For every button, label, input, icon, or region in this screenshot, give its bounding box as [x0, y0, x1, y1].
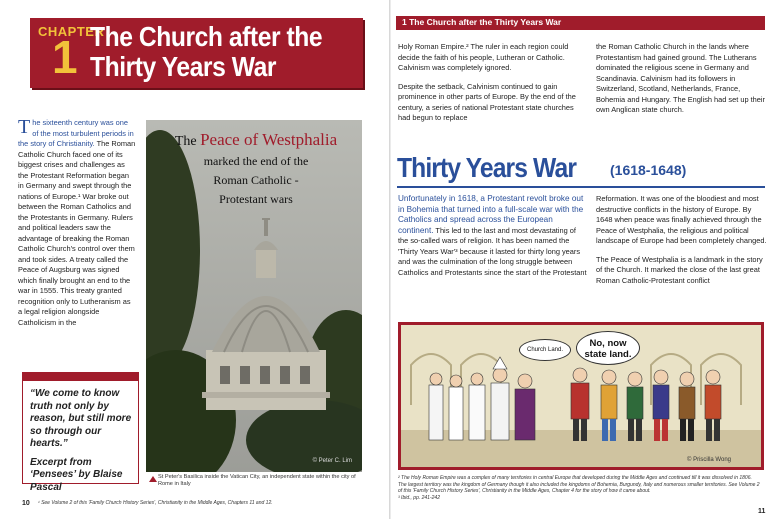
drop-cap: T [18, 116, 31, 138]
page-number-right: 11 [758, 508, 766, 515]
pascal-quote [30, 388, 135, 494]
col1-paragraph-1: Holy Roman Empire.² The ruler in each region could decide the faith of his people, Lutheran or Catholic. Calvinism was completely ignored. [398, 42, 569, 72]
section-rule [397, 186, 765, 188]
running-head-title: The Church after the Thirty Years War [409, 17, 562, 27]
quote-highlight: Peace of Westphalia [200, 130, 338, 149]
col4-paragraph-2: The Peace of Westphalia is a landmark in the story of the Church. It marked the close of the last great Roman Catholic-Protestant conflict [596, 254, 763, 285]
caption-triangle-icon [149, 476, 157, 482]
chapter-label: CHAPTER [38, 24, 105, 39]
quote-line2: marked the end of the [203, 154, 309, 168]
page-number-left: 10 [22, 500, 30, 507]
col3-lead: Unfortunately in 1618, a Protestant revolt broke out in Bohemia that turned into a full-scale war with the Catholics and spread across the European continent. [398, 194, 584, 235]
photo-quote [146, 120, 362, 207]
col3-body: This led to the last and most devastating of the so-called wars of religion. It has been named the 'Thirty Years War'³ because it lasted for thirty long years and was the culmination of the long struggle between Catholics and Protestants since the start of the Protestant [398, 225, 587, 277]
running-head-number: 1 [402, 17, 407, 27]
bubble-line2: state land. [584, 349, 632, 360]
quote-text: “We come to know truth not only by reason, but still more so through our hearts.” [30, 388, 132, 449]
col1-paragraph-2: Despite the setback, Calvinism continued to gain prominence in other parts of Europe. By the end of the century, a series of national Protestant state churches had begun to replace [398, 81, 576, 122]
quote-box-header [22, 372, 139, 381]
cartoon-credit: © Priscilla Wong [687, 457, 731, 463]
cartoon-illustration [398, 322, 764, 470]
quote-prefix: The [174, 134, 197, 149]
column-3 [398, 194, 588, 278]
footnote-2: ² The Holy Roman Empire was a complex of many territories in central Europe that developed during the Middle Ages and continued till it was dissolved in 1806. The largest territory was the kingdom of Germany though it also included the kingdoms of Bohemia, Burgundy, Italy and numerous smaller territories. See Volume 2 of this 'Family Church History Series', Christianity in the Middle Ages, Chapter 4 for the story of how it came about. [398, 475, 760, 495]
footnote-left [38, 500, 378, 506]
photo-credit: © Peter C. Lim [312, 458, 352, 464]
speech-bubble-state [576, 331, 640, 365]
chapter-title-line2: Thirty Years War [90, 51, 277, 82]
quote-line3: Roman Catholic - [213, 173, 299, 187]
quote-line4: Protestant wars [219, 192, 293, 206]
col4-paragraph-1: Reformation. It was one of the bloodiest and most destructive conflicts in the history of Europe. By 1648 when peace was finally achieved through the Peace of Westphalia, the religious and political landscape of Europe had been completely changed. [596, 194, 767, 245]
col2-paragraph-1: the Roman Catholic Church in the lands where Protestantism had gained ground. The Lutherans dominated the religious scene in Germany and Scandinavia. Calvinism had its followers in Switzerland, Scotland, Netherlands, France, Bohemia and Hungary. The English had set up their own Anglican state church. [596, 42, 765, 114]
basilica-photo [146, 120, 362, 472]
chapter-title-line1: The Church after the [90, 21, 323, 52]
footnote-mark: ¹ [38, 500, 40, 506]
footnote-text: See Volume 2 of this 'Family Church History Series', Christianity in the Middle Ages, Chapters 11 and 12. [41, 500, 273, 506]
section-years: (1618-1648) [610, 162, 687, 178]
intro-lead: he sixteenth century was one of the most turbulent periods in the story of Christianity. [18, 118, 134, 148]
photo-caption: St Peter's Basilica inside the Vatican City, an independent state within the city of Rome in Italy [158, 474, 356, 487]
bubble-line1: No, now [589, 338, 627, 349]
column-2 [596, 42, 768, 116]
footnotes-right [398, 475, 760, 501]
column-1 [398, 42, 578, 124]
quote-source: Excerpt from ‘Pensees’ by Blaise Pascal [30, 456, 123, 493]
intro-body: The Roman Catholic Church faced one of its biggest crises and challenges as the Protestant Reformation began in Germany and swept through the nations of Europe.¹ War broke out between the Roman Catholics and the Protestants in Germany. Rulers and political leaders saw the advantage of breaking the Roman Catholic Church's control over them and took sides. A treaty called the Peace of Augsburg was signed which finally brought an end to the war in 1555. This treaty granted recognition only to Lutheranism as a legal religion alongside Catholicism in the [18, 139, 136, 327]
page-gutter [389, 0, 391, 519]
speech-bubble-church: Church Land. [519, 339, 571, 361]
intro-paragraph [18, 118, 136, 328]
column-4 [596, 194, 768, 286]
footnote-3: ³ Ibid., pp. 241-242 [398, 494, 440, 501]
section-title: Thirty Years War [397, 152, 577, 183]
chapter-title [90, 22, 329, 82]
chapter-number: 1 [52, 31, 78, 83]
running-head [402, 17, 561, 27]
